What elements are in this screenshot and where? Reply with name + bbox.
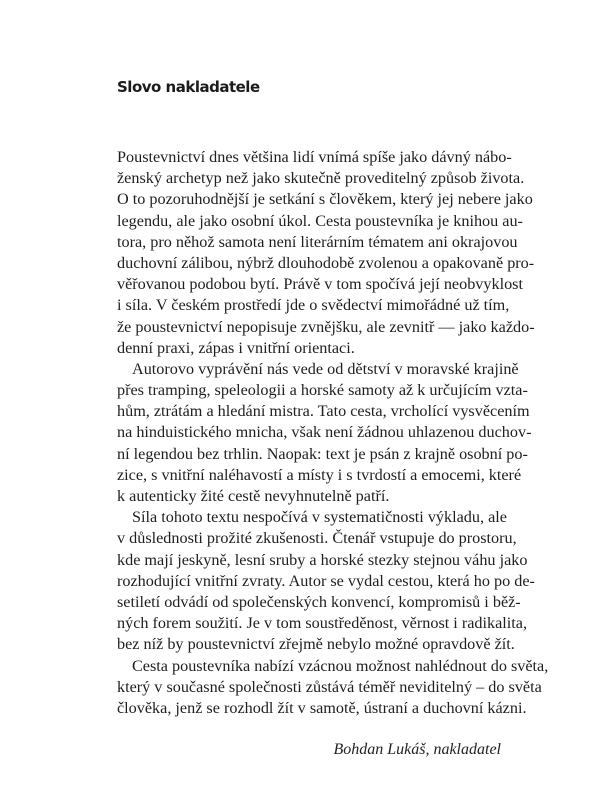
text-line: věřovanou podobou bytí. Právě v tom spočívá její neobvyklost — [117, 275, 523, 294]
paragraph — [117, 507, 535, 655]
text-line: ní legendou bez trhlin. Naopak: text je psán z krajně osobní po- — [117, 444, 528, 463]
text-line: Síla tohoto textu nespočívá v systematičnosti výkladu, ale — [132, 508, 507, 527]
signature: Bohdan Lukáš, nakladatel — [333, 741, 501, 758]
text-line: setiletí odvádí od společenských konvencí, kompromisů i běž- — [117, 592, 521, 611]
text-line: ných forem soužití. Je v tom soustředěnost, věrnost i radikalita, — [117, 614, 527, 633]
text-line: na hinduistického mnicha, však není žádnou uhlazenou duchov- — [117, 423, 532, 442]
text-line: v důslednosti prožité zkušenosti. Čtenář vstupuje do prostoru, — [117, 529, 517, 548]
text-line: zice, s vnitřní naléhavostí a místy i s tvrdostí a emocemi, které — [117, 465, 522, 484]
text-line: kde mají jeskyně, lesní sruby a horské stezky stejnou váhu jako — [117, 550, 528, 569]
text-line: i síla. V českém prostředí jde o svědectví mimořádné už tím, — [117, 296, 510, 315]
text-line: legendu, ale jako osobní úkol. Cesta poustevníka je knihou au- — [117, 211, 523, 230]
text-line: Poustevnictví dnes většina lidí vnímá spíše jako dávný nábo- — [117, 148, 512, 166]
paragraph — [117, 359, 532, 507]
text-line: O to pozoruhodnější je setkání s člověkem, který jej nebere jako — [117, 190, 533, 209]
text-line: k autenticky žité cestě nevyhnutelně patří. — [117, 487, 390, 505]
paragraph — [117, 656, 549, 720]
text-line: rozhodující vnitřní zvraty. Autor se vydal cestou, která ho po de- — [117, 571, 535, 590]
page-heading: Slovo nakladatele — [117, 78, 260, 96]
text-line: denní praxi, zápas i vnitřní orientaci. — [117, 338, 355, 357]
text-line: tora, pro něhož samota není literárním tématem ani okrajovou — [117, 232, 518, 251]
text-line: že poustevnictví nepopisuje zvnějšku, ale zevnitř — jako každo- — [117, 317, 535, 336]
text-line: Autorovo vyprávění nás vede od dětství v moravské krajině — [132, 359, 519, 378]
text-line: který v současné společnosti zůstává téměř neviditelný – do světa — [117, 677, 542, 696]
body-text — [117, 147, 549, 719]
text-line: Cesta poustevníka nabízí vzácnou možnost nahlédnout do světa, — [132, 656, 549, 675]
text-line: ženský archetyp než jako skutečně proveditelný způsob života. — [117, 169, 525, 188]
text-line: hům, ztrátám a hledání mistra. Tato cesta, vrcholící vysvěcením — [117, 402, 530, 421]
text-line: duchovní zálibou, nýbrž dlouhodobě zvolenou a opakovaně pro- — [117, 253, 535, 272]
text-line: bez níž by poustevnictví zřejmě nebylo možné opravdově žít. — [117, 635, 515, 654]
text-line: člověka, jenž se rozhodl žít v samotě, ústraní a duchovní kázni. — [117, 698, 527, 717]
text-line: přes tramping, speleologii a horské samoty až k určujícím vzta- — [117, 381, 528, 400]
paragraph — [117, 147, 535, 359]
